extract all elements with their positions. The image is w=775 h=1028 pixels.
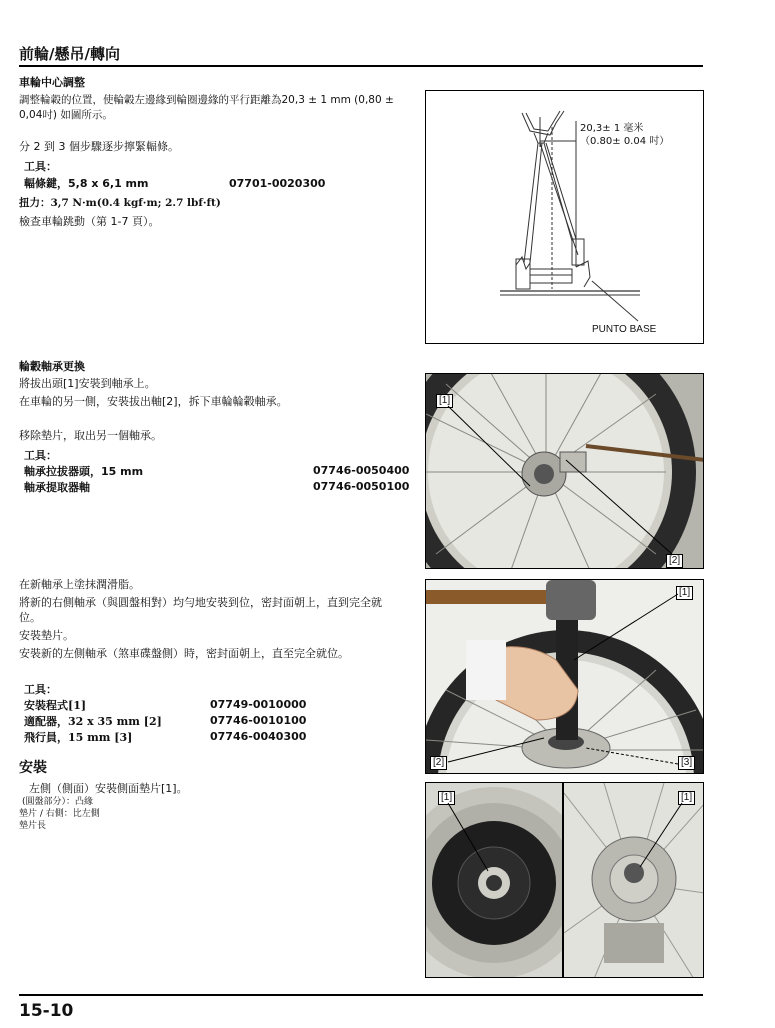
callout-leader-line [426,783,563,978]
tool-number: 07746-0050400 [313,464,410,477]
paragraph-line: 左側（側面）安裝側面墊片[1]。 [29,782,188,795]
paragraph-line: 將新的右側軸承（與圓盤相對）均勻地安裝到位，密封面朝上，直到完全就 [19,596,382,609]
paragraph-line: 檢查車輪跳動（第 1-7 頁）。 [19,215,160,228]
note-line: 墊片 / 右側：比左側 [19,809,100,819]
tool-name: 適配器，32 x 35 mm [2] [24,715,162,728]
spacer-right-photo [563,782,704,978]
callout-puller-head: [1] [436,394,453,408]
paragraph-line: 在新軸承上塗抹潤滑脂。 [19,578,140,591]
tool-name: 軸承提取器軸 [24,481,90,494]
tools-label: 工具： [24,449,57,462]
callout-leader-line [564,783,704,978]
tool-name: 輻條鍵，5,8 x 6,1 mm [24,177,149,190]
section-heading-wheel-centering: 車輪中心調整 [19,76,85,89]
callout-side-spacer: [1] [438,791,455,805]
paragraph-line: 位。 [19,611,41,624]
tool-name: 軸承拉拔器頭，15 mm [24,465,144,478]
paragraph-line: 安裝墊片。 [19,629,74,642]
base-point-label: PUNTO BASE [592,324,657,335]
tool-number: 07746-0050100 [313,480,410,493]
dimension-label: 20,3± 1 毫米 [580,123,644,134]
page-title: 前輪/懸吊/轉向 [19,45,120,63]
footer-rule [19,994,703,996]
tools-label: 工具： [24,683,57,696]
section-heading-installation: 安裝 [19,760,47,776]
bearing-puller-photo [425,373,704,569]
tool-number: 07701-0020300 [229,177,326,190]
callout-puller-shaft: [2] [666,554,683,568]
tools-label: 工具： [24,160,57,173]
tool-number: 07749-0010000 [210,698,307,711]
paragraph-line: 調整輪轂的位置，使輪轂左邊緣到輪圈邊緣的平行距離為20,3 ± 1 mm (0,80 ± [19,94,394,106]
tool-name: 安裝程式[1] [24,699,87,712]
torque-spec: 扭力：3,7 N·m(0.4 kgf·m; 2.7 lbf·ft) [19,197,221,209]
wheel-cross-section-drawing [426,91,704,344]
tool-number: 07746-0010100 [210,714,307,727]
callout-leader-lines [426,374,704,569]
paragraph-line: 0,04吋) 如圖所示。 [19,109,113,121]
wheel-centering-diagram [425,90,704,344]
paragraph-line: 移除墊片，取出另一個軸承。 [19,429,162,442]
tool-number: 07746-0040300 [210,730,307,743]
callout-side-spacer: [1] [678,791,695,805]
section-heading-bearing-replacement: 輪轂軸承更換 [19,360,85,373]
note-line: 墊片長 [19,821,47,831]
paragraph-line: 安裝新的左側軸承（煞車碟盤側）時，密封面朝上，直至完全就位。 [19,647,349,660]
paragraph-line: 在車輪的另一側，安裝拔出軸[2]，拆下車輪輪轂軸承。 [19,395,288,408]
page-number: 15-10 [19,1001,74,1021]
callout-driver: [1] [676,586,693,600]
note-line: (圓盤部分）：凸緣 [22,797,94,807]
spacer-left-photo [425,782,563,978]
callout-leader-lines [426,580,704,774]
callout-attachment: [2] [430,756,447,770]
header-rule [19,65,703,67]
paragraph-line: 分 2 到 3 個步驟逐步擰緊輻條。 [19,140,179,153]
bearing-install-photo [425,579,704,774]
paragraph-line: 將拔出頭[1]安裝到軸承上。 [19,377,156,390]
tool-name: 飛行員，15 mm [3] [24,731,133,744]
dimension-label-inches: （0.80± 0.04 吋） [580,136,670,147]
callout-pilot: [3] [678,756,695,770]
